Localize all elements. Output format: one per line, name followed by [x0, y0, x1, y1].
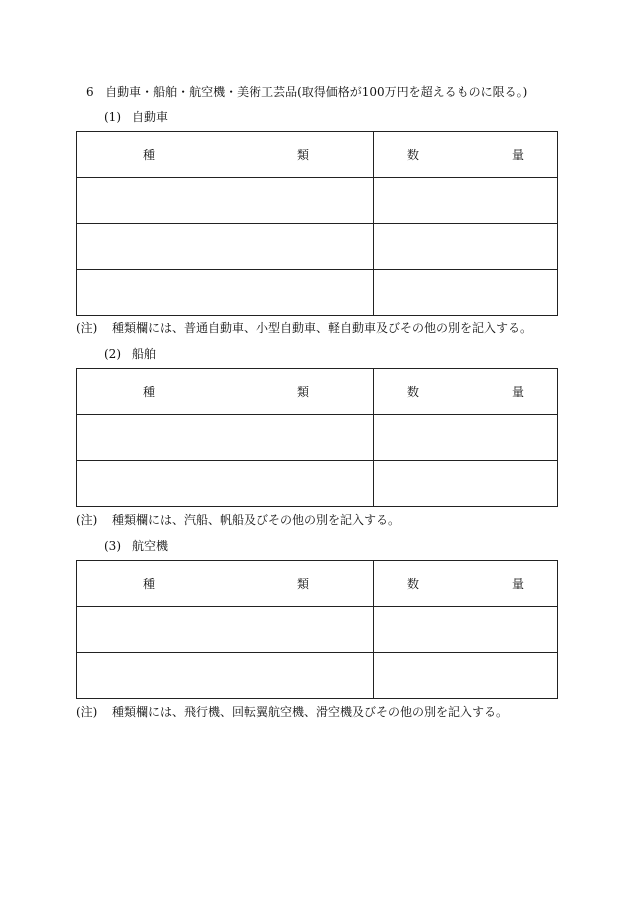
subsection-label: 自動車 — [132, 110, 169, 124]
note-text: 種類欄には、普通自動車、小型自動車、軽自動車及びその他の別を記入する。 — [112, 321, 533, 335]
quantity-header-cell — [374, 561, 558, 607]
subsection-number: (1) — [104, 110, 121, 124]
quantity-header-char: 量 — [511, 148, 524, 162]
quantity-header-cell — [374, 132, 558, 178]
kind-input-cell[interactable] — [77, 224, 374, 270]
kind-input-cell[interactable] — [77, 178, 374, 224]
table-row — [77, 270, 558, 316]
kind-header-cell — [77, 369, 374, 415]
table-row — [77, 653, 558, 699]
table-header-row — [77, 132, 558, 178]
table-row — [77, 607, 558, 653]
subsection-title-ship — [104, 346, 156, 362]
subsection-number: (2) — [104, 347, 121, 361]
subsection-label: 航空機 — [132, 539, 169, 553]
quantity-input-cell[interactable] — [374, 415, 558, 461]
ship-table — [76, 368, 558, 507]
table-row — [77, 178, 558, 224]
table-row — [77, 461, 558, 507]
quantity-input-cell[interactable] — [374, 178, 558, 224]
section-heading-number: 6 — [86, 85, 94, 99]
quantity-header-char: 数 — [407, 577, 420, 591]
quantity-header-char: 数 — [407, 148, 420, 162]
subsection-title-aircraft — [104, 538, 168, 554]
table-row — [77, 415, 558, 461]
quantity-header-char: 量 — [511, 385, 524, 399]
quantity-input-cell[interactable] — [374, 461, 558, 507]
kind-header-char: 種 — [143, 148, 156, 162]
table-header-row — [77, 561, 558, 607]
kind-input-cell[interactable] — [77, 653, 374, 699]
quantity-header-cell — [374, 369, 558, 415]
quantity-input-cell[interactable] — [374, 653, 558, 699]
section-heading-text: 自動車・船舶・航空機・美術工芸品(取得価格が100万円を超えるものに限る。) — [105, 85, 528, 99]
kind-input-cell[interactable] — [77, 461, 374, 507]
kind-header-cell — [77, 132, 374, 178]
table-row — [77, 224, 558, 270]
kind-header-char: 種 — [143, 577, 156, 591]
aircraft-note — [76, 704, 508, 720]
subsection-label: 船舶 — [132, 347, 157, 361]
kind-input-cell[interactable] — [77, 270, 374, 316]
kind-header-char: 類 — [296, 577, 309, 591]
automobile-table — [76, 131, 558, 316]
note-lead: (注) — [76, 513, 98, 527]
quantity-input-cell[interactable] — [374, 224, 558, 270]
quantity-input-cell[interactable] — [374, 607, 558, 653]
kind-header-cell — [77, 561, 374, 607]
kind-input-cell[interactable] — [77, 607, 374, 653]
note-text: 種類欄には、汽船、帆船及びその他の別を記入する。 — [112, 513, 401, 527]
quantity-header-char: 量 — [511, 577, 524, 591]
note-lead: (注) — [76, 321, 98, 335]
quantity-input-cell[interactable] — [374, 270, 558, 316]
kind-input-cell[interactable] — [77, 415, 374, 461]
ship-note — [76, 512, 400, 528]
kind-header-char: 類 — [296, 385, 309, 399]
subsection-number: (3) — [104, 539, 121, 553]
quantity-header-char: 数 — [407, 385, 420, 399]
table-header-row — [77, 369, 558, 415]
aircraft-table — [76, 560, 558, 699]
kind-header-char: 種 — [143, 385, 156, 399]
note-text: 種類欄には、飛行機、回転翼航空機、滑空機及びその他の別を記入する。 — [112, 705, 509, 719]
kind-header-char: 類 — [296, 148, 309, 162]
section-heading — [86, 84, 527, 100]
note-lead: (注) — [76, 705, 98, 719]
automobile-note — [76, 320, 532, 336]
subsection-title-automobile — [104, 109, 168, 125]
